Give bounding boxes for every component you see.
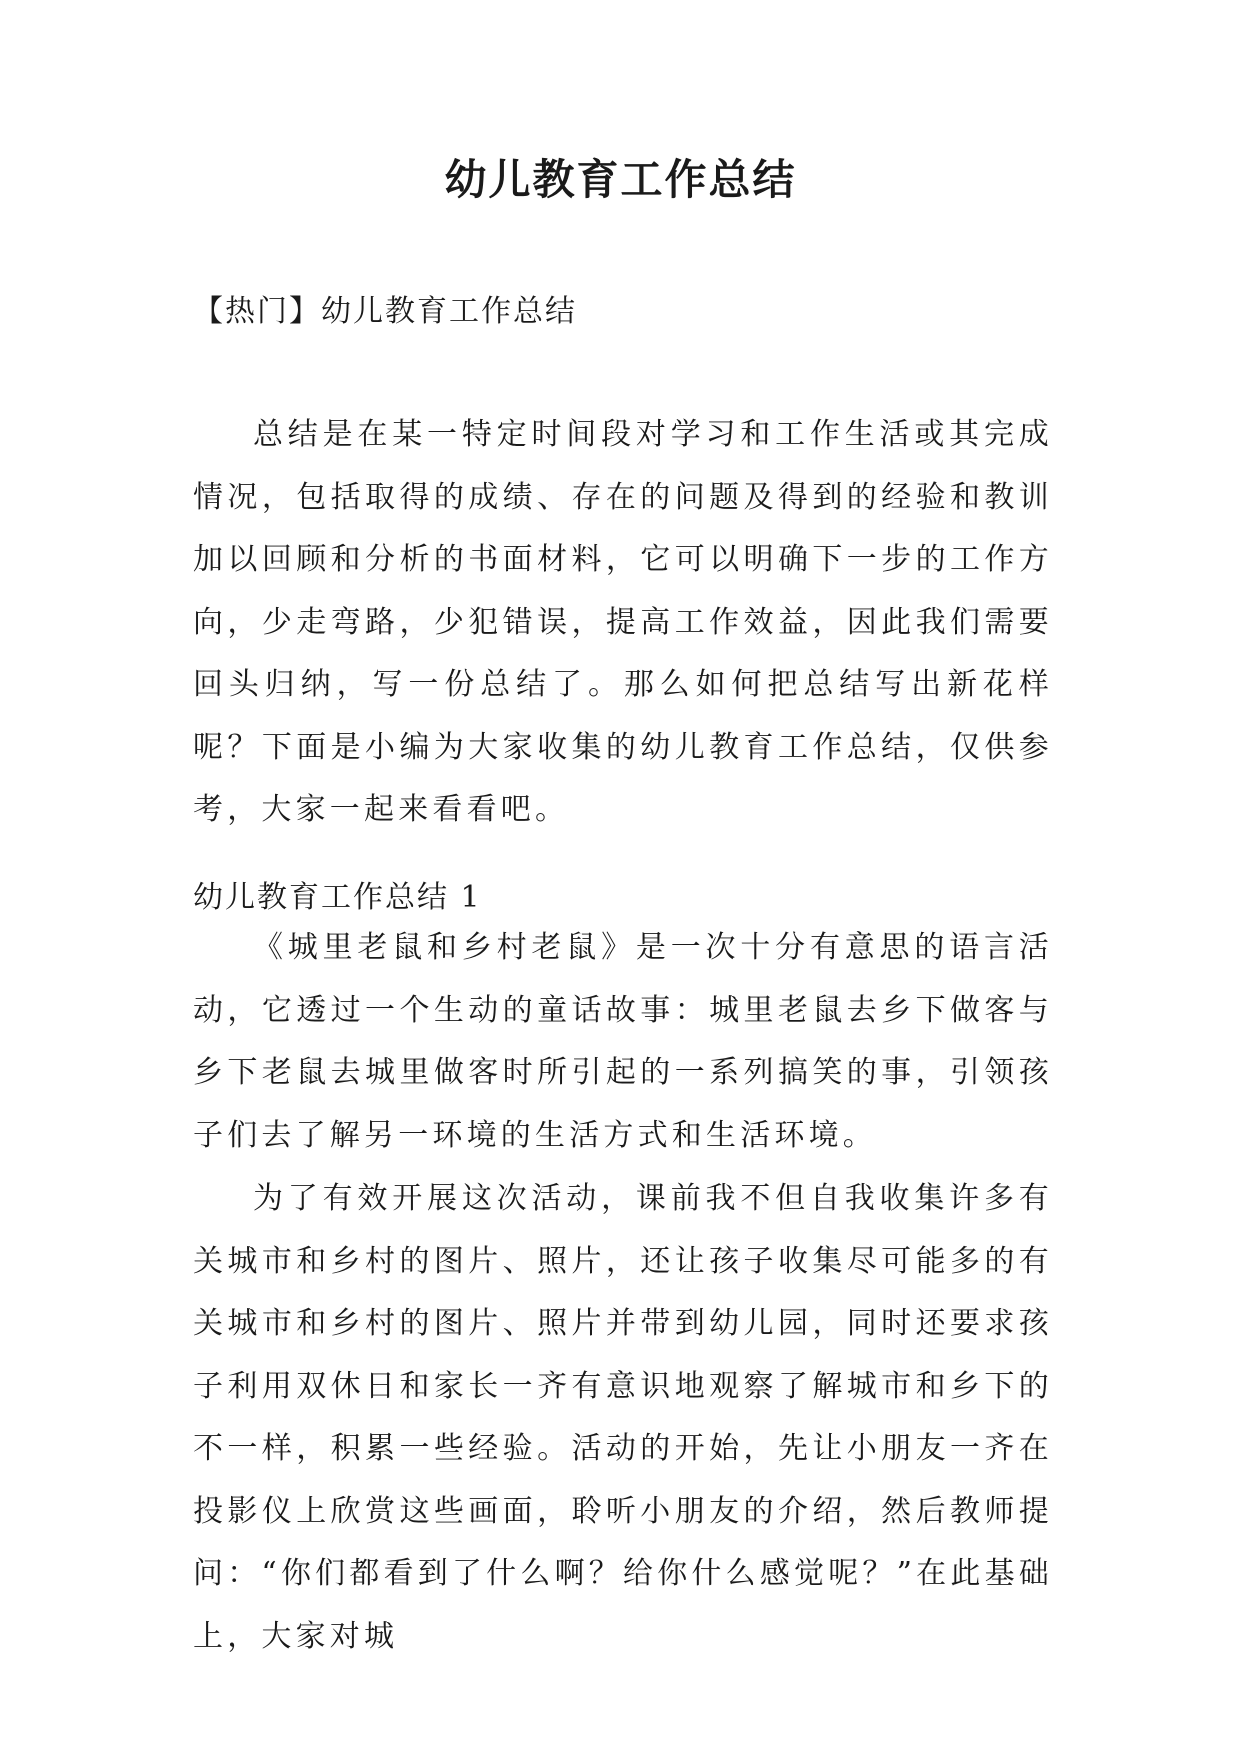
document-subtitle: 【热门】幼儿教育工作总结 [193, 294, 577, 329]
body-paragraph: 《城里老鼠和乡村老鼠》是一次十分有意思的语言活动，它透过一个生动的童话故事：城里老鼠去乡下做客与乡下老鼠去城里做客时所引起的一系列搞笑的事，引领孩子们去了解另一环境的生活方式和生活环境。 [193, 930, 1053, 1153]
document-title: 幼儿教育工作总结 [444, 155, 797, 204]
body-paragraph: 为了有效开展这次活动，课前我不但自我收集许多有关城市和乡村的图片、照片，还让孩子收集尽可能多的有关城市和乡村的图片、照片并带到幼儿园，同时还要求孩子利用双休日和家长一齐有意识地观察了解城市和乡下的不一样，积累一些经验。活动的开始，先让小朋友一齐在投影仪上欣赏这些画面，聆听小朋友的介绍，然后教师提问：“你们都看到了什么啊？给你什么感觉呢？”在此基础上，大家对城 [193, 1181, 1053, 1654]
intro-paragraph: 总结是在某一特定时间段对学习和工作生活或其完成情况，包括取得的成绩、存在的问题及得到的经验和教训加以回顾和分析的书面材料，它可以明确下一步的工作方向，少走弯路，少犯错误，提高工作效益，因此我们需要回头归纳，写一份总结了。那么如何把总结写出新花样呢？下面是小编为大家收集的幼儿教育工作总结，仅供参考，大家一起来看看吧。 [193, 417, 1053, 827]
section-heading: 幼儿教育工作总结 1 [193, 880, 482, 915]
